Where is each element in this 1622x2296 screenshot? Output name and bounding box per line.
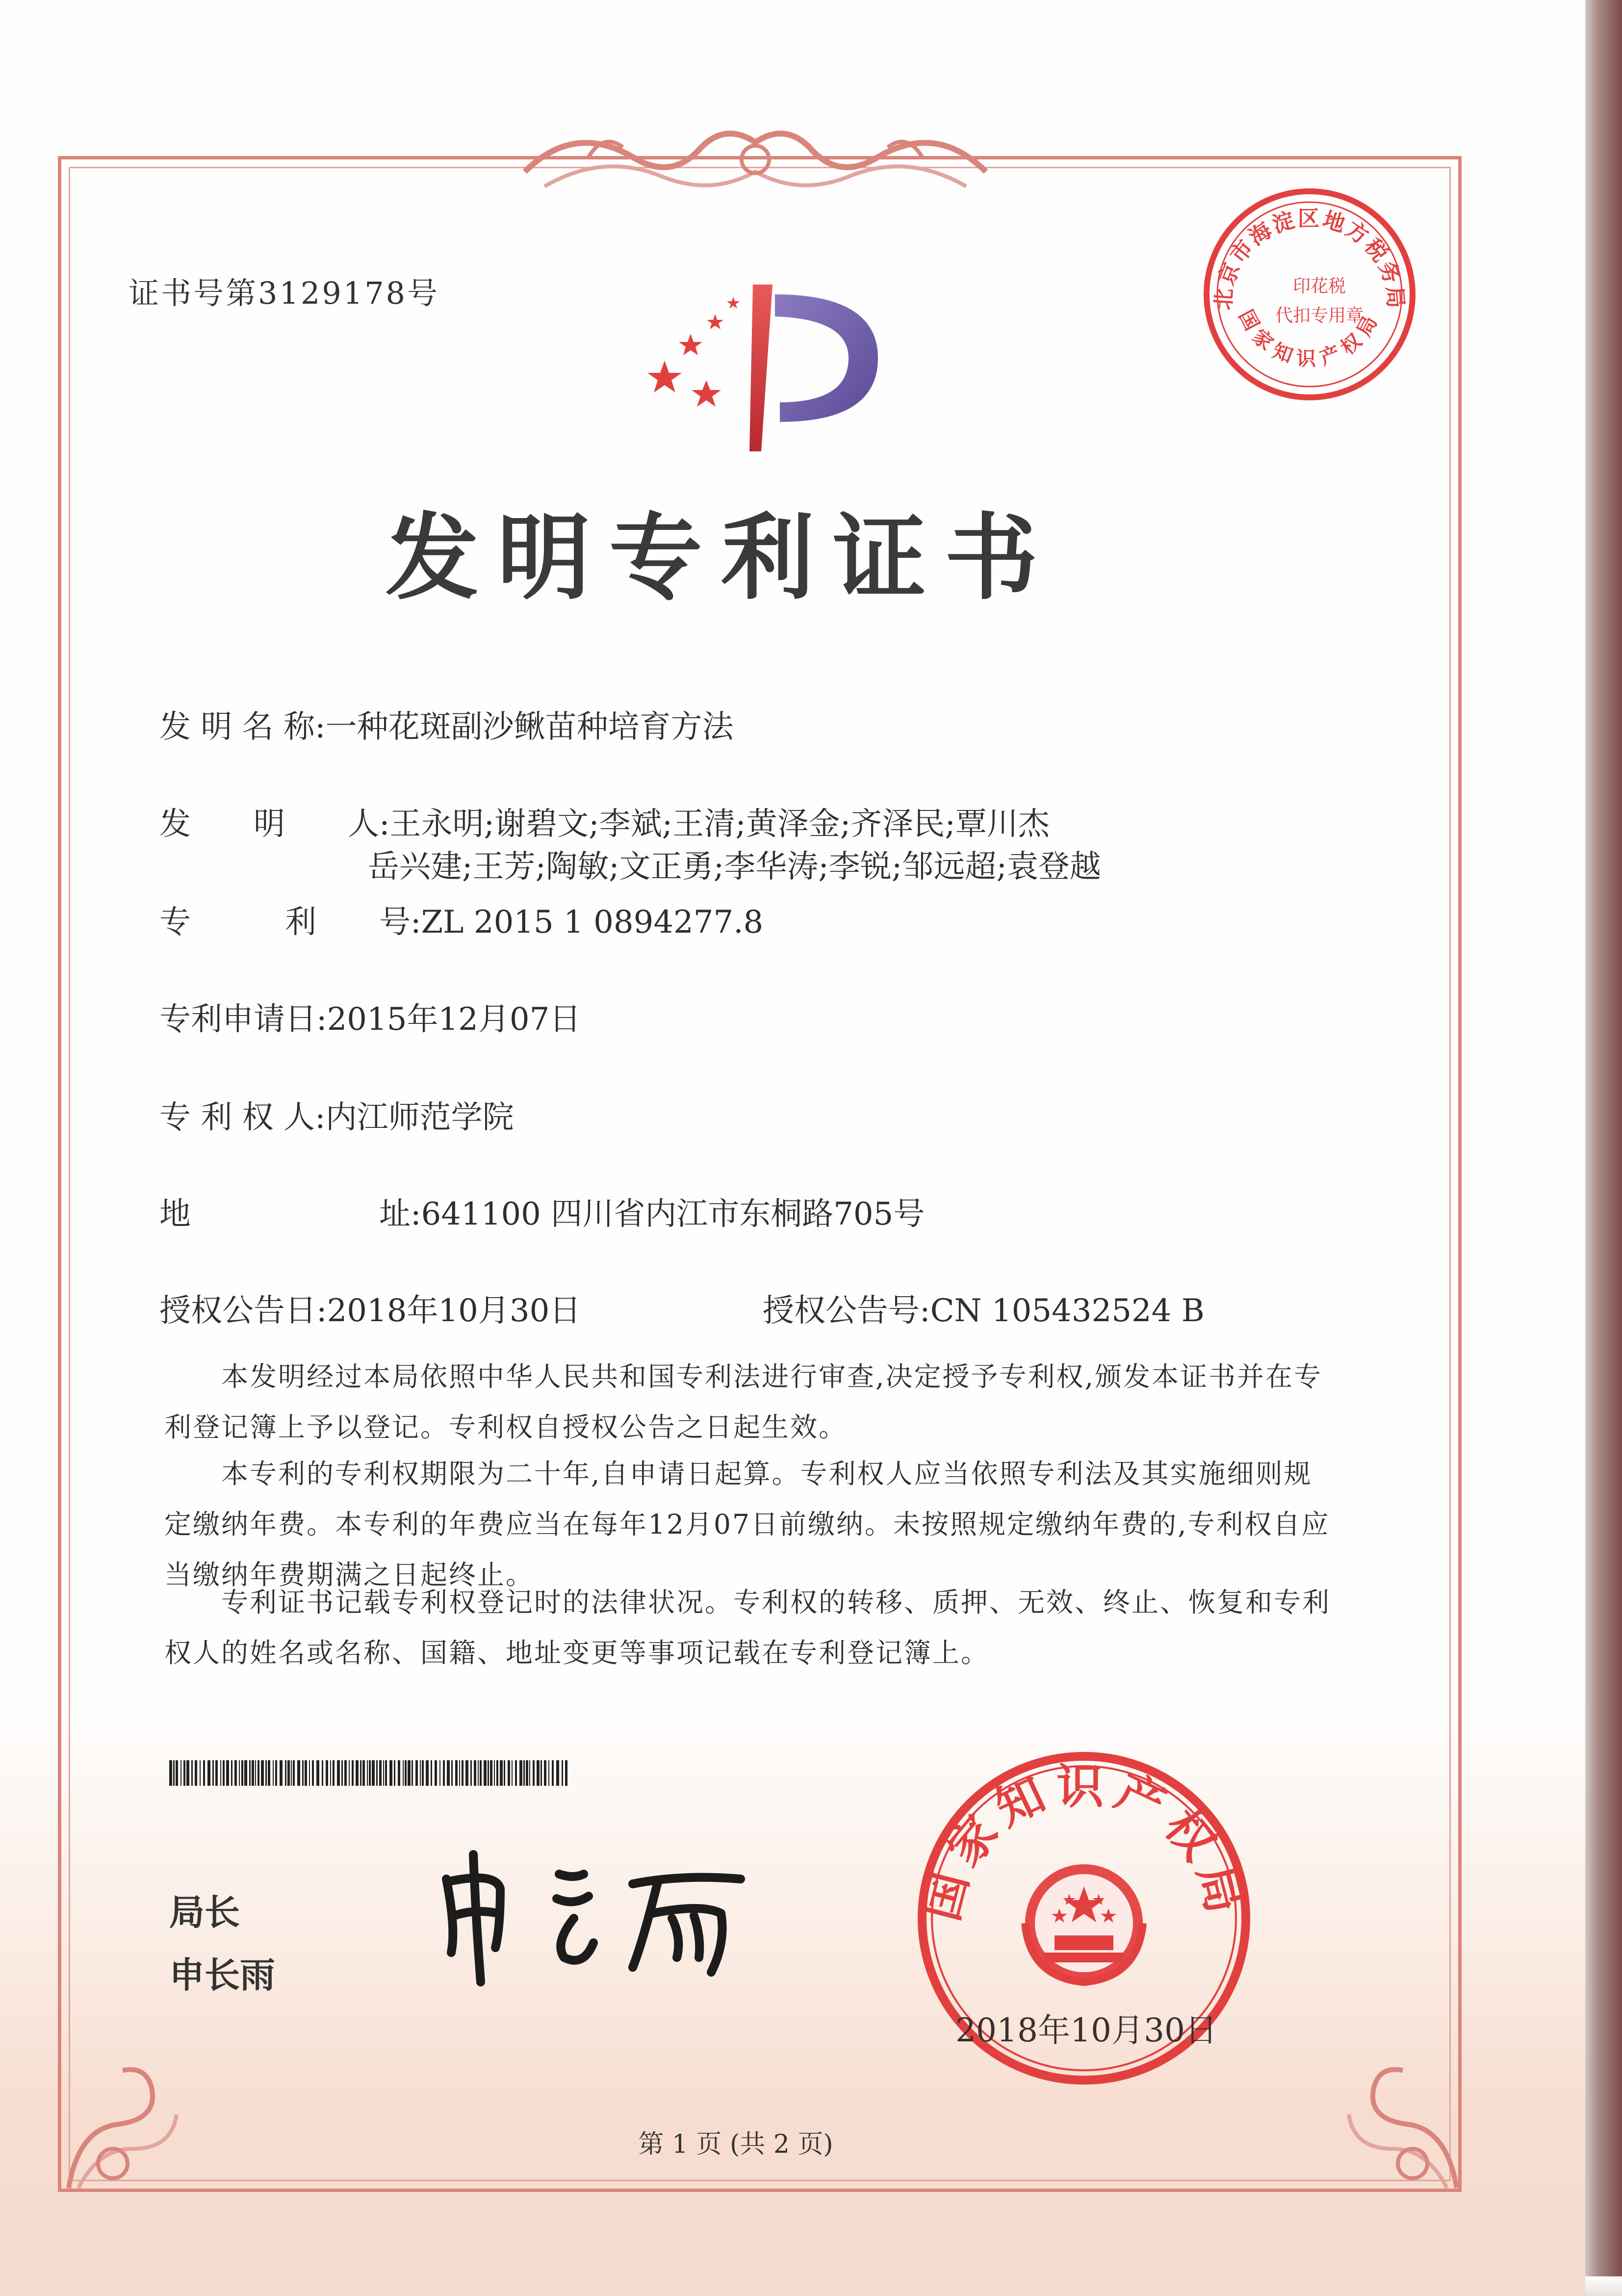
scan-margin-right — [1585, 0, 1622, 2296]
patentee-row — [159, 1092, 514, 1137]
inventors-label: 发 明 人: — [159, 806, 390, 842]
patent-number-value: ZL 2015 1 0894277.8 — [421, 904, 764, 940]
tax-seal-inner-line1: 印花税 — [1292, 276, 1346, 296]
address-value: 641100 四川省内江市东桐路705号 — [421, 1196, 925, 1232]
filing-date-row — [159, 994, 581, 1039]
corner-ornament-left-icon — [59, 2051, 186, 2198]
tax-seal-bottom-text: 国家知识产权局 — [1234, 306, 1385, 370]
certificate-number: 证书号第3129178号 — [129, 275, 440, 311]
inventors-row — [159, 799, 1050, 844]
grant-date-value: 2018年10月30日 — [327, 1293, 581, 1329]
grant-number-label: 授权公告号: — [763, 1293, 930, 1329]
patent-number-row — [159, 897, 763, 942]
body-paragraph-3: 专利证书记载专利权登记时的法律状况。专利权的转移、质押、无效、终止、恢复和专利权人的姓名或名称、国籍、地址变更等事项记载在专利登记簿上。 — [164, 1587, 1331, 1669]
signer-role: 局长 — [169, 1891, 240, 1933]
patentee-label: 专 利 权 人: — [159, 1099, 326, 1136]
patentee-value: 内江师范学院 — [325, 1099, 514, 1136]
tax-seal-inner-line2: 代扣专用章 — [1275, 306, 1364, 326]
patent-number-label: 专 利 号: — [159, 904, 421, 940]
body-paragraph-1: 本发明经过本局依照中华人民共和国专利法进行审查,决定授予专利权,颁发本证书并在专利登记簿上予以登记。专利权自授权公告之日起生效。 — [164, 1361, 1322, 1443]
grant-date-label: 授权公告日: — [159, 1293, 327, 1329]
page-title: 发明专利证书 — [385, 503, 1056, 612]
national-emblem-icon — [1025, 1864, 1143, 1982]
filing-date-label: 专利申请日: — [159, 1001, 327, 1038]
official-seal-text: 国家知识产权局 — [913, 1758, 1255, 1927]
top-ornament-icon — [515, 113, 996, 196]
tax-seal-outer-text: 北京市海淀区地方税务局 — [1210, 206, 1409, 311]
grant-number-row — [763, 1285, 1205, 1331]
tax-seal-icon — [1197, 182, 1422, 407]
inventors-line1: 王永明;谢碧文;李斌;王清;黄泽金;齐泽民;覃川杰 — [389, 806, 1050, 842]
stamp-date: 2018年10月30日 — [955, 2011, 1217, 2049]
address-row — [159, 1189, 925, 1234]
corner-ornament-right-icon — [1339, 2051, 1467, 2198]
body-paragraph-2: 本专利的专利权期限为二十年,自申请日起算。专利权人应当依照专利法及其实施细则规定缴纳年费。本专利的年费应当在每年12月07日前缴纳。未按照规定缴纳年费的,专利权自应当缴纳年费期满之日起终止。 — [164, 1458, 1330, 1591]
page-footer: 第 1 页 (共 2 页) — [638, 2130, 833, 2159]
signer-name: 申长雨 — [169, 1954, 276, 1996]
invention-name-value: 一种花斑副沙鳅苗种培育方法 — [325, 709, 734, 745]
grant-number-value: CN 105432524 B — [930, 1293, 1205, 1329]
invention-name-row — [159, 702, 734, 747]
invention-name-label: 发 明 名 称: — [159, 709, 326, 745]
handwritten-signature — [427, 1845, 780, 1992]
address-label: 地 址: — [159, 1196, 421, 1232]
inventors-line2: 岳兴建;王芳;陶敏;文正勇;李华涛;李锐;邹远超;袁登越 — [368, 849, 1101, 885]
sipo-logo-icon — [633, 265, 888, 461]
barcode — [169, 1760, 571, 1786]
filing-date-value: 2015年12月07日 — [327, 1001, 581, 1038]
grant-date-row — [159, 1285, 581, 1331]
